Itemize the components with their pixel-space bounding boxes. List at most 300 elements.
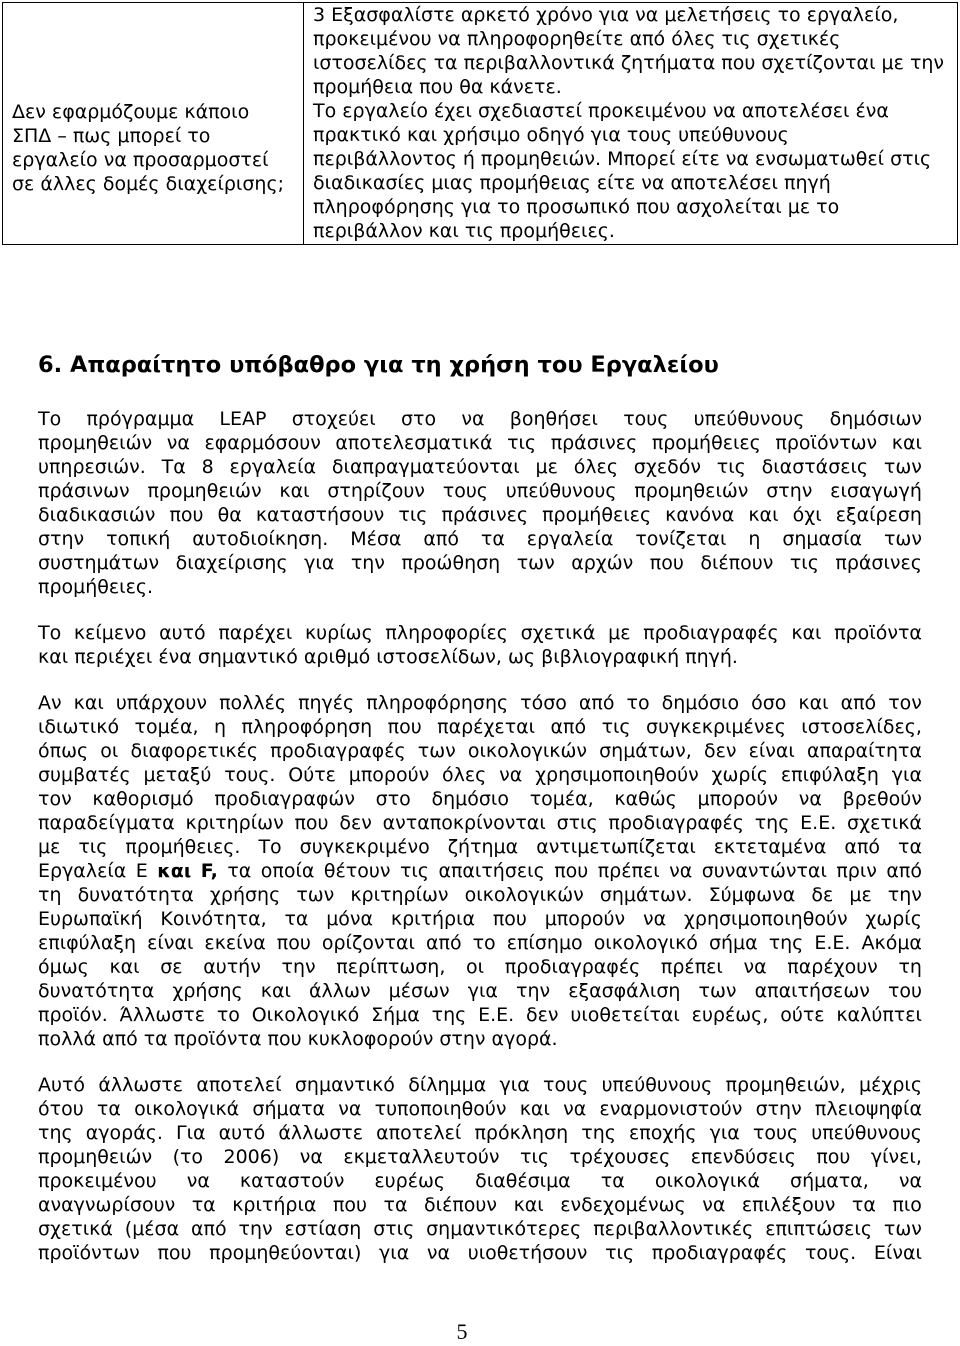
word: προμηθεύονται) [209, 1242, 362, 1264]
word: τους. [804, 1242, 857, 1264]
word: οι [100, 740, 119, 762]
word: εξαίρεση [835, 504, 922, 526]
word: τους [543, 1074, 589, 1096]
word: προμήθειες. [125, 836, 241, 858]
word: εξασφάλιση [568, 980, 681, 1002]
word: να [798, 788, 822, 810]
word: προμήθειες [651, 432, 761, 454]
word: Σύμφωνα [708, 884, 796, 906]
word: να [499, 764, 523, 786]
paragraph-line [38, 455, 922, 479]
word: Ακόμα [861, 932, 922, 954]
word: και [73, 692, 104, 714]
word: και [157, 860, 192, 882]
word: συγκεκριμένο [299, 836, 430, 858]
word: εργαλεία [526, 528, 614, 550]
word: δυνατότητα [77, 884, 194, 906]
word: τονίζεται [635, 528, 727, 550]
word: τομέα, [134, 716, 199, 738]
table-answer-line: προκειμένου να πληροφορηθείτε από όλες τις σχετικές [313, 28, 841, 50]
word: να [563, 1098, 587, 1120]
word: πολλές [219, 692, 287, 714]
word: χωρίς [865, 908, 922, 930]
word: αναγνωρίσουν [38, 1194, 176, 1216]
word: για [709, 1122, 740, 1144]
word: προϊόντων [775, 432, 878, 454]
word: σήματα [252, 1098, 326, 1120]
word: μέσων [388, 980, 450, 1002]
paragraph-line [38, 1241, 922, 1265]
word: σήμα [708, 932, 758, 954]
word: παραδείγματα [38, 812, 175, 834]
paragraph-line [38, 407, 922, 431]
word: τα [851, 1194, 876, 1216]
word: υπάρχουν [115, 692, 208, 714]
word: σημάτων, [599, 740, 692, 762]
word: από [840, 692, 877, 714]
word: αποτελεί [376, 1122, 462, 1144]
table-answer-line: Το εργαλείο έχει σχεδιαστεί προκειμένου να αποτελέσει ένα [313, 100, 889, 122]
page-number: 5 [456, 1319, 468, 1344]
word: υπεύθυνους [811, 1122, 922, 1144]
word: οικολογικών [464, 884, 584, 906]
word: τον [888, 692, 922, 714]
word: σχετικά [38, 1218, 113, 1240]
word: τομέα, [529, 788, 594, 810]
word: ούτε [780, 1004, 825, 1026]
word: οικολογικό [593, 932, 698, 954]
word: των [698, 980, 737, 1002]
word: επιλέξουν [741, 1194, 836, 1216]
paragraph-line [38, 479, 922, 503]
paragraph-line [38, 979, 922, 1003]
word: επιφύλαξη [38, 932, 137, 954]
word: στην [766, 480, 813, 502]
word: να [426, 1242, 451, 1264]
word: και [798, 692, 829, 714]
paragraph-line [38, 835, 922, 859]
word: από [844, 836, 881, 858]
word: πληροφόρησης [366, 692, 509, 714]
word: σχετικά [520, 622, 596, 644]
word: στο [375, 788, 411, 810]
paragraph-line: προμήθειες. [38, 576, 154, 598]
table-answer-line: 3 Εξασφαλίστε αρκετό χρόνο για να μελετήσεις το εργαλείο, [313, 4, 899, 26]
word: F, [200, 860, 218, 882]
word: Τα [161, 456, 186, 478]
word: αρχών [571, 552, 634, 574]
word: μόνα [326, 908, 374, 930]
table-question-cell [3, 3, 304, 244]
word: να [642, 908, 667, 930]
word: των [296, 884, 335, 906]
word: όλες [573, 456, 618, 478]
word: Ε [135, 860, 148, 882]
word: (το [172, 1146, 204, 1168]
word: την [281, 956, 316, 978]
table-question-line: Δεν εφαρμόζουμε κάποιο [12, 101, 250, 123]
word: τα [191, 1194, 216, 1216]
word: που [169, 504, 204, 526]
word: αυτό [218, 1122, 266, 1144]
word: τις [605, 1242, 635, 1264]
word: και [891, 432, 922, 454]
word: αγοράς. [85, 1122, 163, 1144]
word: την [516, 980, 551, 1002]
word: στο [400, 408, 437, 430]
word: δεν [339, 812, 372, 834]
word: επίσημο [506, 932, 583, 954]
word: διέπουν [424, 1194, 498, 1216]
word: αυτό [159, 622, 206, 644]
word: όχι [792, 504, 822, 526]
word: συναντώνται [701, 860, 827, 882]
word: άλλων [309, 980, 371, 1002]
word: εναρμονιστούν [599, 1098, 743, 1120]
word: και [519, 1098, 550, 1120]
word: την [887, 884, 922, 906]
word: του [887, 980, 922, 1002]
word: τους. [224, 764, 276, 786]
word: δεν [703, 740, 737, 762]
word: επενδύσεις [690, 1146, 796, 1168]
word: Οικολογικό [251, 1004, 360, 1026]
word: προδιαγραφές [608, 812, 744, 834]
word: πρέπει [660, 956, 723, 978]
word: υπεύθυνους [505, 480, 617, 502]
word: να [186, 1170, 210, 1192]
word: προώθηση [401, 552, 501, 574]
word: σε [160, 956, 183, 978]
word: προϊόν. [38, 1004, 108, 1026]
word: τις [520, 1146, 550, 1168]
word: το [626, 692, 650, 714]
word: πράσινων [38, 480, 130, 502]
word: μέχρις [859, 1074, 922, 1096]
paragraph-line [38, 1169, 922, 1193]
word: την [350, 552, 385, 574]
word: αποτελεσματικά [335, 432, 493, 454]
word: κριτήρια [232, 1194, 317, 1216]
word: που [332, 1194, 368, 1216]
paragraph-line [38, 1097, 922, 1121]
word: με [608, 622, 631, 644]
word: η [213, 716, 227, 738]
word: να [299, 1146, 323, 1168]
word: τις [789, 552, 819, 574]
word: διαδικασιών [38, 504, 156, 526]
word: των [516, 552, 555, 574]
word: στις [373, 1218, 415, 1240]
word: άλλωστε [278, 1122, 364, 1144]
paragraph-line [38, 1121, 922, 1145]
word: τα [480, 528, 505, 550]
word: που [294, 812, 329, 834]
word: περιβαλλοντικές [593, 1218, 754, 1240]
word: 2006) [223, 1146, 280, 1168]
word: πρέπει [597, 860, 660, 882]
word: και [279, 480, 310, 502]
word: τοπική [106, 528, 171, 550]
word: παρέχει [218, 622, 293, 644]
paragraph-line [38, 551, 922, 575]
word: τα [383, 1194, 408, 1216]
word: των [883, 528, 922, 550]
word: δεν [526, 1004, 559, 1026]
word: χρησιμοποιηθούν [535, 764, 699, 786]
word: τα [600, 1170, 625, 1192]
word: σημασία [782, 528, 863, 550]
word: της [754, 812, 790, 834]
word: συμβατές [38, 764, 131, 786]
word: χρήσης [172, 980, 243, 1002]
word: που [492, 908, 527, 930]
paragraph-line [38, 763, 922, 787]
word: όμως [38, 956, 89, 978]
paragraph-line [38, 739, 922, 763]
word: αυτήν [203, 956, 261, 978]
word: Ε.Ε. [478, 1004, 515, 1026]
word: να [743, 956, 767, 978]
word: από [425, 932, 462, 954]
word: να [166, 432, 190, 454]
word: των [883, 1218, 922, 1240]
word: προμηθειών [38, 1146, 153, 1168]
paragraph-line [38, 883, 922, 907]
paragraph-line [38, 811, 922, 835]
word: ανταποκρίνονται [382, 812, 546, 834]
word: ότου [38, 1098, 84, 1120]
word: είναι [748, 740, 795, 762]
word: εκμεταλλευτούν [343, 1146, 500, 1168]
word: 8 [201, 456, 214, 478]
word: πλειοψηφία [814, 1098, 922, 1120]
table-question-line: σε άλλες δομές διαχείρισης; [12, 173, 285, 195]
word: πιο [892, 1194, 922, 1216]
word: για [379, 1242, 410, 1264]
word: με [38, 836, 61, 858]
word: δημόσιο [431, 788, 509, 810]
paragraph-line [38, 691, 922, 715]
word: ορίζονται [321, 932, 415, 954]
table-answer-line: πληροφόρησης για το προσωπικό που ασχολείται με το [313, 196, 840, 218]
word: Μέσα [350, 528, 402, 550]
word: προδιαγραφές [651, 1242, 788, 1264]
word: στις [556, 812, 598, 834]
word: ευρέως, [691, 1004, 769, 1026]
word: εστίαση [284, 1218, 362, 1240]
word: τους [623, 408, 669, 430]
word: Εργαλεία [38, 860, 127, 882]
word: αυτοδιοίκηση. [192, 528, 329, 550]
word: άλλωστε [98, 1074, 184, 1096]
word: σχεδόν [633, 456, 701, 478]
word: από [423, 528, 459, 550]
word: τις [78, 836, 108, 858]
word: Το [38, 622, 62, 644]
word: αποτελεί [196, 1074, 282, 1096]
word: το [472, 932, 496, 954]
word: Το [38, 408, 62, 430]
word: τα [227, 860, 252, 882]
word: προκειμένου [38, 1170, 157, 1192]
word: τις [601, 716, 631, 738]
word: καθορισμό [92, 788, 194, 810]
word: οικολογικά [654, 1170, 760, 1192]
word: καθώς [614, 788, 677, 810]
word: στην [38, 528, 85, 550]
paragraph-line [38, 527, 922, 551]
word: των [883, 456, 922, 478]
word: που [157, 1242, 192, 1264]
word: της [581, 1122, 616, 1144]
word: τις [507, 432, 537, 454]
word: διέπουν [700, 552, 774, 574]
word: που [816, 1146, 851, 1168]
word: για [467, 980, 498, 1002]
word: πληροφόρηση [241, 716, 373, 738]
word: τις [399, 860, 429, 882]
word: σημάτων. [599, 884, 693, 906]
word: Ε.Ε. [800, 812, 837, 834]
table-answer-line: περιβάλλον και τις προμήθειες. [313, 220, 615, 242]
word: στοχεύει [291, 408, 376, 430]
faq-table [2, 2, 958, 245]
word: τυποποιηθούν [374, 1098, 507, 1120]
word: Το [258, 836, 282, 858]
word: Αυτό [38, 1074, 86, 1096]
word: προμηθειών [38, 432, 153, 454]
word: κανόνα [665, 504, 735, 526]
word: μπορούν [697, 788, 778, 810]
word: σημαντικότερες [426, 1218, 582, 1240]
word: ιδιωτικό [38, 716, 120, 738]
word: χρήσης [209, 884, 281, 906]
word: πράσινες [835, 552, 922, 574]
section-body [38, 407, 922, 1287]
word: θα [217, 504, 242, 526]
word: βρεθούν [842, 788, 922, 810]
word: εκτεταμένα [713, 836, 827, 858]
word: απαιτήσεων [754, 980, 870, 1002]
word: υπηρεσιών. [38, 456, 146, 478]
paragraph-line [38, 715, 922, 739]
word: δε [811, 884, 834, 906]
word: δίλημμα [408, 1074, 487, 1096]
word: και [260, 980, 291, 1002]
word: παρέχεται [437, 716, 536, 738]
paragraph-line [38, 431, 922, 455]
word: που [387, 716, 422, 738]
table-answer-line: περιβάλλοντος ή προμηθειών. Μπορεί είτε να ενσωματωθεί στις [313, 148, 932, 170]
word: προμήθειες [542, 504, 652, 526]
paragraph-line [38, 1145, 922, 1169]
word: που [276, 932, 311, 954]
word: είναι [147, 932, 194, 954]
word: τις [398, 504, 428, 526]
word: εποχής [628, 1122, 697, 1144]
word: Ευρωπαϊκή [38, 908, 143, 930]
word: προδιαγραφές [643, 622, 779, 644]
word: για [499, 1074, 530, 1096]
word: των [417, 740, 456, 762]
word: στην [755, 1098, 802, 1120]
word: υπεύθυνους [693, 408, 805, 430]
word: προδιαγραφές [504, 956, 641, 978]
word: Κοινότητα, [160, 908, 267, 930]
word: υιοθετείται [570, 1004, 680, 1026]
word: προμηθειών [147, 480, 262, 502]
word: δημόσιο [661, 692, 740, 714]
paragraph [38, 691, 922, 1051]
word: ζήτημα [447, 836, 519, 858]
word: από [550, 716, 587, 738]
word: διαπραγματεύονται [331, 456, 520, 478]
paragraph-line [38, 907, 922, 931]
word: απαραίτητα [807, 740, 922, 762]
word: πρόκληση [474, 1122, 569, 1144]
word: μεταξύ [143, 764, 212, 786]
word: σήματα, [790, 1170, 869, 1192]
word: προδιαγραφών [214, 788, 355, 810]
word: Σήμα [371, 1004, 420, 1026]
word: από [191, 1218, 227, 1240]
word: να [338, 1098, 362, 1120]
paragraph-line [38, 931, 922, 955]
word: διαστάσεις [761, 456, 869, 478]
paragraph-line [38, 1073, 922, 1097]
table-answer-line: προμήθεια που θα κάνετε. [313, 76, 562, 98]
word: και [513, 1194, 544, 1216]
word: τους [752, 1122, 799, 1144]
word: εκείνα [204, 932, 266, 954]
word: εργαλεία [229, 456, 317, 478]
word: δημόσιων [829, 408, 922, 430]
word: καταστήσουν [255, 504, 385, 526]
paragraph [38, 1073, 922, 1265]
word: προϊόντων [38, 1242, 140, 1264]
word: το [216, 1004, 240, 1026]
word: στηρίζουν [327, 480, 425, 502]
word: προδιαγραφές [270, 740, 406, 762]
word: αντιμετωπίζεται [536, 836, 696, 858]
word: μπορούν [348, 764, 430, 786]
table-question-line: εργαλείο να προσαρμοστεί [12, 149, 269, 171]
word: με [849, 884, 872, 906]
word: πληροφορίες [385, 622, 508, 644]
word: με [535, 456, 558, 478]
word: όσο [751, 692, 787, 714]
word: η [748, 528, 761, 550]
word: της [38, 1122, 73, 1144]
paragraph-line [38, 1003, 922, 1027]
word: τα [284, 908, 309, 930]
table-answer-line: ιστοσελίδες τα περιβαλλοντικά ζητήματα που σχετίζονται με την [313, 52, 945, 74]
paragraph-line [38, 621, 922, 645]
word: κριτηρίων [185, 812, 284, 834]
word: να [898, 1170, 922, 1192]
table-question-line: ΣΠΔ – πως μπορεί το [12, 125, 211, 147]
word: χρησιμοποιηθούν [683, 908, 848, 930]
word: και [791, 622, 822, 644]
word: πριν [836, 860, 877, 882]
word: γίνει, [870, 1146, 922, 1168]
word: τις [716, 456, 746, 478]
word: (μέσα [124, 1218, 180, 1240]
word: ενδεχομένως [560, 1194, 686, 1216]
paragraph-line [38, 859, 922, 883]
word: όπως [38, 740, 89, 762]
